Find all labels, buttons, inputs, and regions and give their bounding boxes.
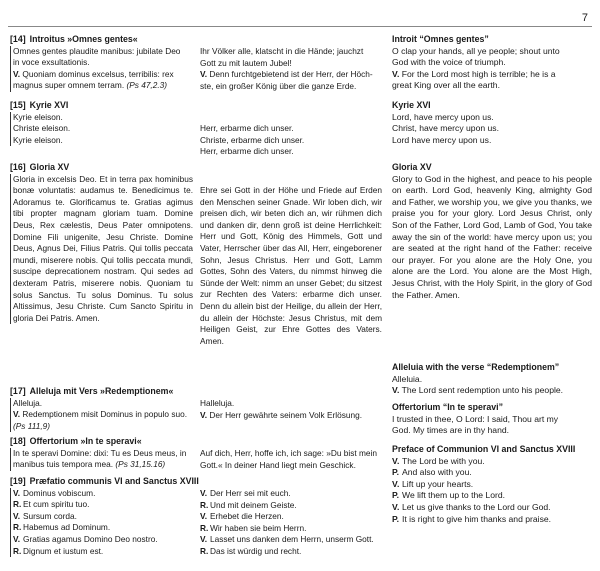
dialog-marker: R. (13, 522, 22, 533)
text-line: Omnes gentes plaudite manibus: jubilate Deo (13, 45, 181, 56)
german-gloria (200, 185, 382, 347)
latin-introit-header (10, 34, 193, 46)
section-title: Kyrie XVI (29, 100, 69, 110)
text-line: in voce exsultationis. (13, 57, 90, 68)
dialog-marker: V. (13, 510, 21, 521)
dialog-line: Lasset uns danken dem Herrn, unserm Gott. (210, 534, 374, 545)
section-title: Alleluia with the verse “Redemptionem” (392, 362, 560, 372)
text-line: For the Lord most high is terrible; he is a (401, 68, 556, 79)
dialog-marker: R. (200, 499, 209, 510)
text-line: Christ, have mercy upon us. (392, 123, 499, 134)
latin-gloria (10, 162, 193, 324)
dialog-marker: V. (392, 455, 400, 466)
dialog-line: Let us give thanks to the Lord our God. (402, 501, 551, 512)
text-line: Quoniam dominus excelsus, terribilis: rex (22, 68, 174, 79)
section-title: Introitus »Omnes gentes« (29, 34, 138, 44)
psalm-reference: (Ps 31,15.16) (115, 459, 166, 470)
dialog-line: Lift up your hearts. (402, 478, 474, 489)
section-title: Introit “Omnes gentes” (392, 34, 489, 44)
text-line: Denn furchtgebietend ist der Herr, der Höch- (209, 69, 373, 80)
dialog-marker: R. (200, 522, 209, 533)
section-title: Gloria XV (29, 162, 70, 172)
german-introit (200, 46, 382, 92)
english-kyrie (392, 100, 592, 146)
dialog-line: It is right to give him thanks and praise. (402, 513, 552, 524)
section-title: Gloria XV (392, 162, 432, 172)
dialog-marker: V. (200, 534, 208, 545)
text-line: Lord, have mercy upon us. (392, 111, 494, 122)
text-line: Ihr Völker alle, klatscht in die Hände; jauchzt (200, 46, 364, 56)
dialog-marker: V. (392, 501, 400, 512)
dialog-line: Et cum spiritu tuo. (23, 499, 90, 510)
dialog-marker: P. (392, 513, 400, 524)
versicle-marker: V. (392, 385, 400, 396)
latin-alleluia (10, 386, 193, 432)
dialog-line: We lift them up to the Lord. (402, 490, 506, 501)
dialog-line: Der Herr sei mit euch. (210, 488, 291, 498)
section-number: [15] (10, 100, 26, 110)
versicle-marker: V. (200, 69, 208, 80)
dialog-line: Habemus ad Dominum. (23, 522, 111, 533)
latin-kyrie (10, 100, 193, 146)
dialog-line: Gratias agamus Domino Deo nostro. (23, 533, 158, 544)
gloria-text: Ehre sei Gott in der Höhe und Friede auf Erden den Menschen seiner Gnade. Wir loben dich, wir preisen dich, wir beten dich an, wir rühmen dich und danken dir, denn groß ist deine Herrlichkeit: Herr und Gott, König des Himmels, Gott und Vater, Herrscher über das All, Herr, eingeborener Sohn, Jesus Christus. Herr und Gott, Lamm Gottes, Sohn des Vaters, du nimmst hinweg die Sünde der Welt: nimm an unser Gebet; du sitzest zur Rechten des Vaters: erbarme dich unser. Denn du allein bist der Heilige, du allein der Herr, du allein der Höchste: Jesus Christus, mit dem Heiligen Geist, zur Ehre Gottes des Vaters. Amen. (200, 185, 382, 346)
text-line: In te speravi Domine: dixi: Tu es Deus meus, in (13, 447, 187, 458)
text-line: Alleluja. (13, 397, 43, 408)
dialog-marker: V. (13, 487, 21, 498)
text-line: Alleluia. (392, 373, 423, 384)
versicle-marker: V. (200, 409, 208, 420)
german-alleluia (200, 398, 382, 421)
text-line: God. My times are in thy hand. (392, 425, 510, 436)
section-title: Alleluja mit Vers »Redemptionem« (29, 386, 174, 396)
latin-introit-body (10, 46, 193, 92)
section-title: Præfatio communis VI and Sanctus XVIII (29, 476, 199, 486)
text-line: Herr, erbarme dich unser. (200, 123, 294, 133)
dialog-marker: V. (200, 488, 208, 498)
text-line: Gott zu mit lautem Jubel! (200, 57, 292, 68)
section-title: Kyrie XVI (392, 100, 431, 110)
dialog-marker: P. (392, 467, 400, 478)
english-preface (392, 444, 592, 525)
section-title: Offertorium “In te speravi” (392, 402, 503, 412)
dialog-marker: R. (200, 545, 209, 556)
text-line: O clap your hands, all ye people; shout unto (392, 45, 560, 56)
section-number: [14] (10, 34, 26, 44)
dialog-line: Und mit deinem Geiste. (210, 499, 297, 510)
section-number: [17] (10, 386, 26, 396)
page-number: 7 (581, 12, 588, 24)
text-line: Halleluja. (200, 398, 235, 408)
text-line: I trusted in thee, O Lord: I said, Thou art my (392, 413, 559, 424)
text-line: Christe eleison. (13, 123, 71, 134)
dialog-line: And also with you. (402, 467, 472, 478)
dialog-line: The Lord be with you. (402, 455, 485, 466)
versicle-marker: V. (392, 68, 400, 79)
german-offertory (200, 448, 382, 471)
text-line: great King over all the earth. (392, 80, 500, 91)
versicle-marker: V. (13, 409, 21, 420)
text-line: Auf dich, Herr, hoffe ich, ich sage: »Du bist mein (200, 448, 377, 458)
dialog-line: Erhebet die Herzen. (210, 511, 284, 522)
section-number: [19] (10, 476, 26, 486)
dialog-marker: V. (13, 533, 21, 544)
english-alleluia (392, 362, 592, 397)
text-line: Lord have mercy upon us. (392, 134, 492, 145)
text-line: God with the voice of triumph. (392, 57, 506, 68)
psalm-reference: (Ps 111,9) (13, 420, 51, 431)
dialog-line: Dominus vobiscum. (23, 487, 96, 498)
section-number: [18] (10, 436, 26, 446)
dialog-marker: V. (200, 511, 208, 522)
text-line: ste, ein großer König über die ganze Erde. (200, 80, 357, 91)
dialog-line: Wir haben sie beim Herrn. (210, 522, 307, 533)
section-title: Preface of Communion VI and Sanctus XVIII (392, 444, 576, 454)
english-offertory (392, 402, 592, 437)
versicle-marker: V. (13, 68, 21, 79)
dialog-marker: P. (392, 490, 400, 501)
top-rule (8, 26, 592, 27)
text-line: Herr, erbarme dich unser. (200, 146, 294, 157)
dialog-line: Das ist würdig und recht. (210, 545, 302, 556)
gloria-text: Glory to God in the highest, and peace to his people on earth. Lord God, heavenly King, almighty God and Father, we worship you, we give you thanks, we praise you for your glory. Lord Jesus Christ, only Son of the Father, Lord God, Lamb of God, You take away the sin of the world: have mercy upon us; you are seated at the right hand of the Father: receive our prayer. For you alone are the Holy One, you alone are the Lord. You alone are the Most High, Jesus Christ, with the Holy Spirit, in the glory of God the Father. Amen. (392, 173, 592, 300)
dialog-marker: R. (13, 499, 22, 510)
psalm-reference: (Ps 47,2.3) (126, 80, 168, 91)
text-line: Kyrie eleison. (13, 111, 63, 122)
text-line: The Lord sent redemption unto his people. (401, 385, 564, 396)
gloria-text: Gloria in excelsis Deo. Et in terra pax hominibus bonæ voluntatis: audamus te. Benedicimus te. Adoramus te. Glorificamus te. Gratias agimus tibi propter magnam gloriam tuam. Domine Deus, Rex cælestis, Deus Pater omnipotens. Domine Fili unigenite, Jesu Christe. Domine Deus, Agnus Dei, Filius Patris. Qui tollis peccata mundi, miserere nobis. Qui tollis peccata mundi, suscipe deprecationem nostram. Qui sedes ad dexteram Patris, miserere nobis. Quoniam tu solus Sanctus. Tu solus Dominus. Tu solus Altissimus, Jesu Christe. Cum Sancto Spiritu in gloria Dei Patris. Amen. (10, 174, 193, 325)
latin-preface (10, 476, 199, 557)
latin-offertory (10, 436, 193, 471)
text-line: Gott.« In deiner Hand liegt mein Geschick. (200, 459, 356, 470)
text-line: Redemptionem misit Dominus in populo suo. (22, 409, 188, 420)
text-line: Der Herr gewährte seinem Volk Erlösung. (209, 409, 363, 420)
dialog-marker: V. (392, 478, 400, 489)
english-introit (392, 34, 592, 92)
section-title: Offertorium »In te speravi« (29, 436, 142, 446)
german-kyrie (200, 123, 382, 158)
text-line: Christe, erbarme dich unser. (200, 134, 305, 145)
text-line: Kyrie eleison. (13, 134, 63, 145)
dialog-line: Sursum corda. (23, 510, 77, 521)
dialog-line: Dignum et iustum est. (23, 545, 104, 556)
english-gloria (392, 162, 592, 301)
latin-introit (10, 34, 193, 92)
german-preface (200, 488, 382, 558)
section-number: [16] (10, 162, 26, 172)
dialog-marker: R. (13, 545, 22, 556)
text-line: magnus super omnem terram. (13, 80, 125, 91)
text-line: manibus tuis tempora mea. (13, 459, 114, 470)
